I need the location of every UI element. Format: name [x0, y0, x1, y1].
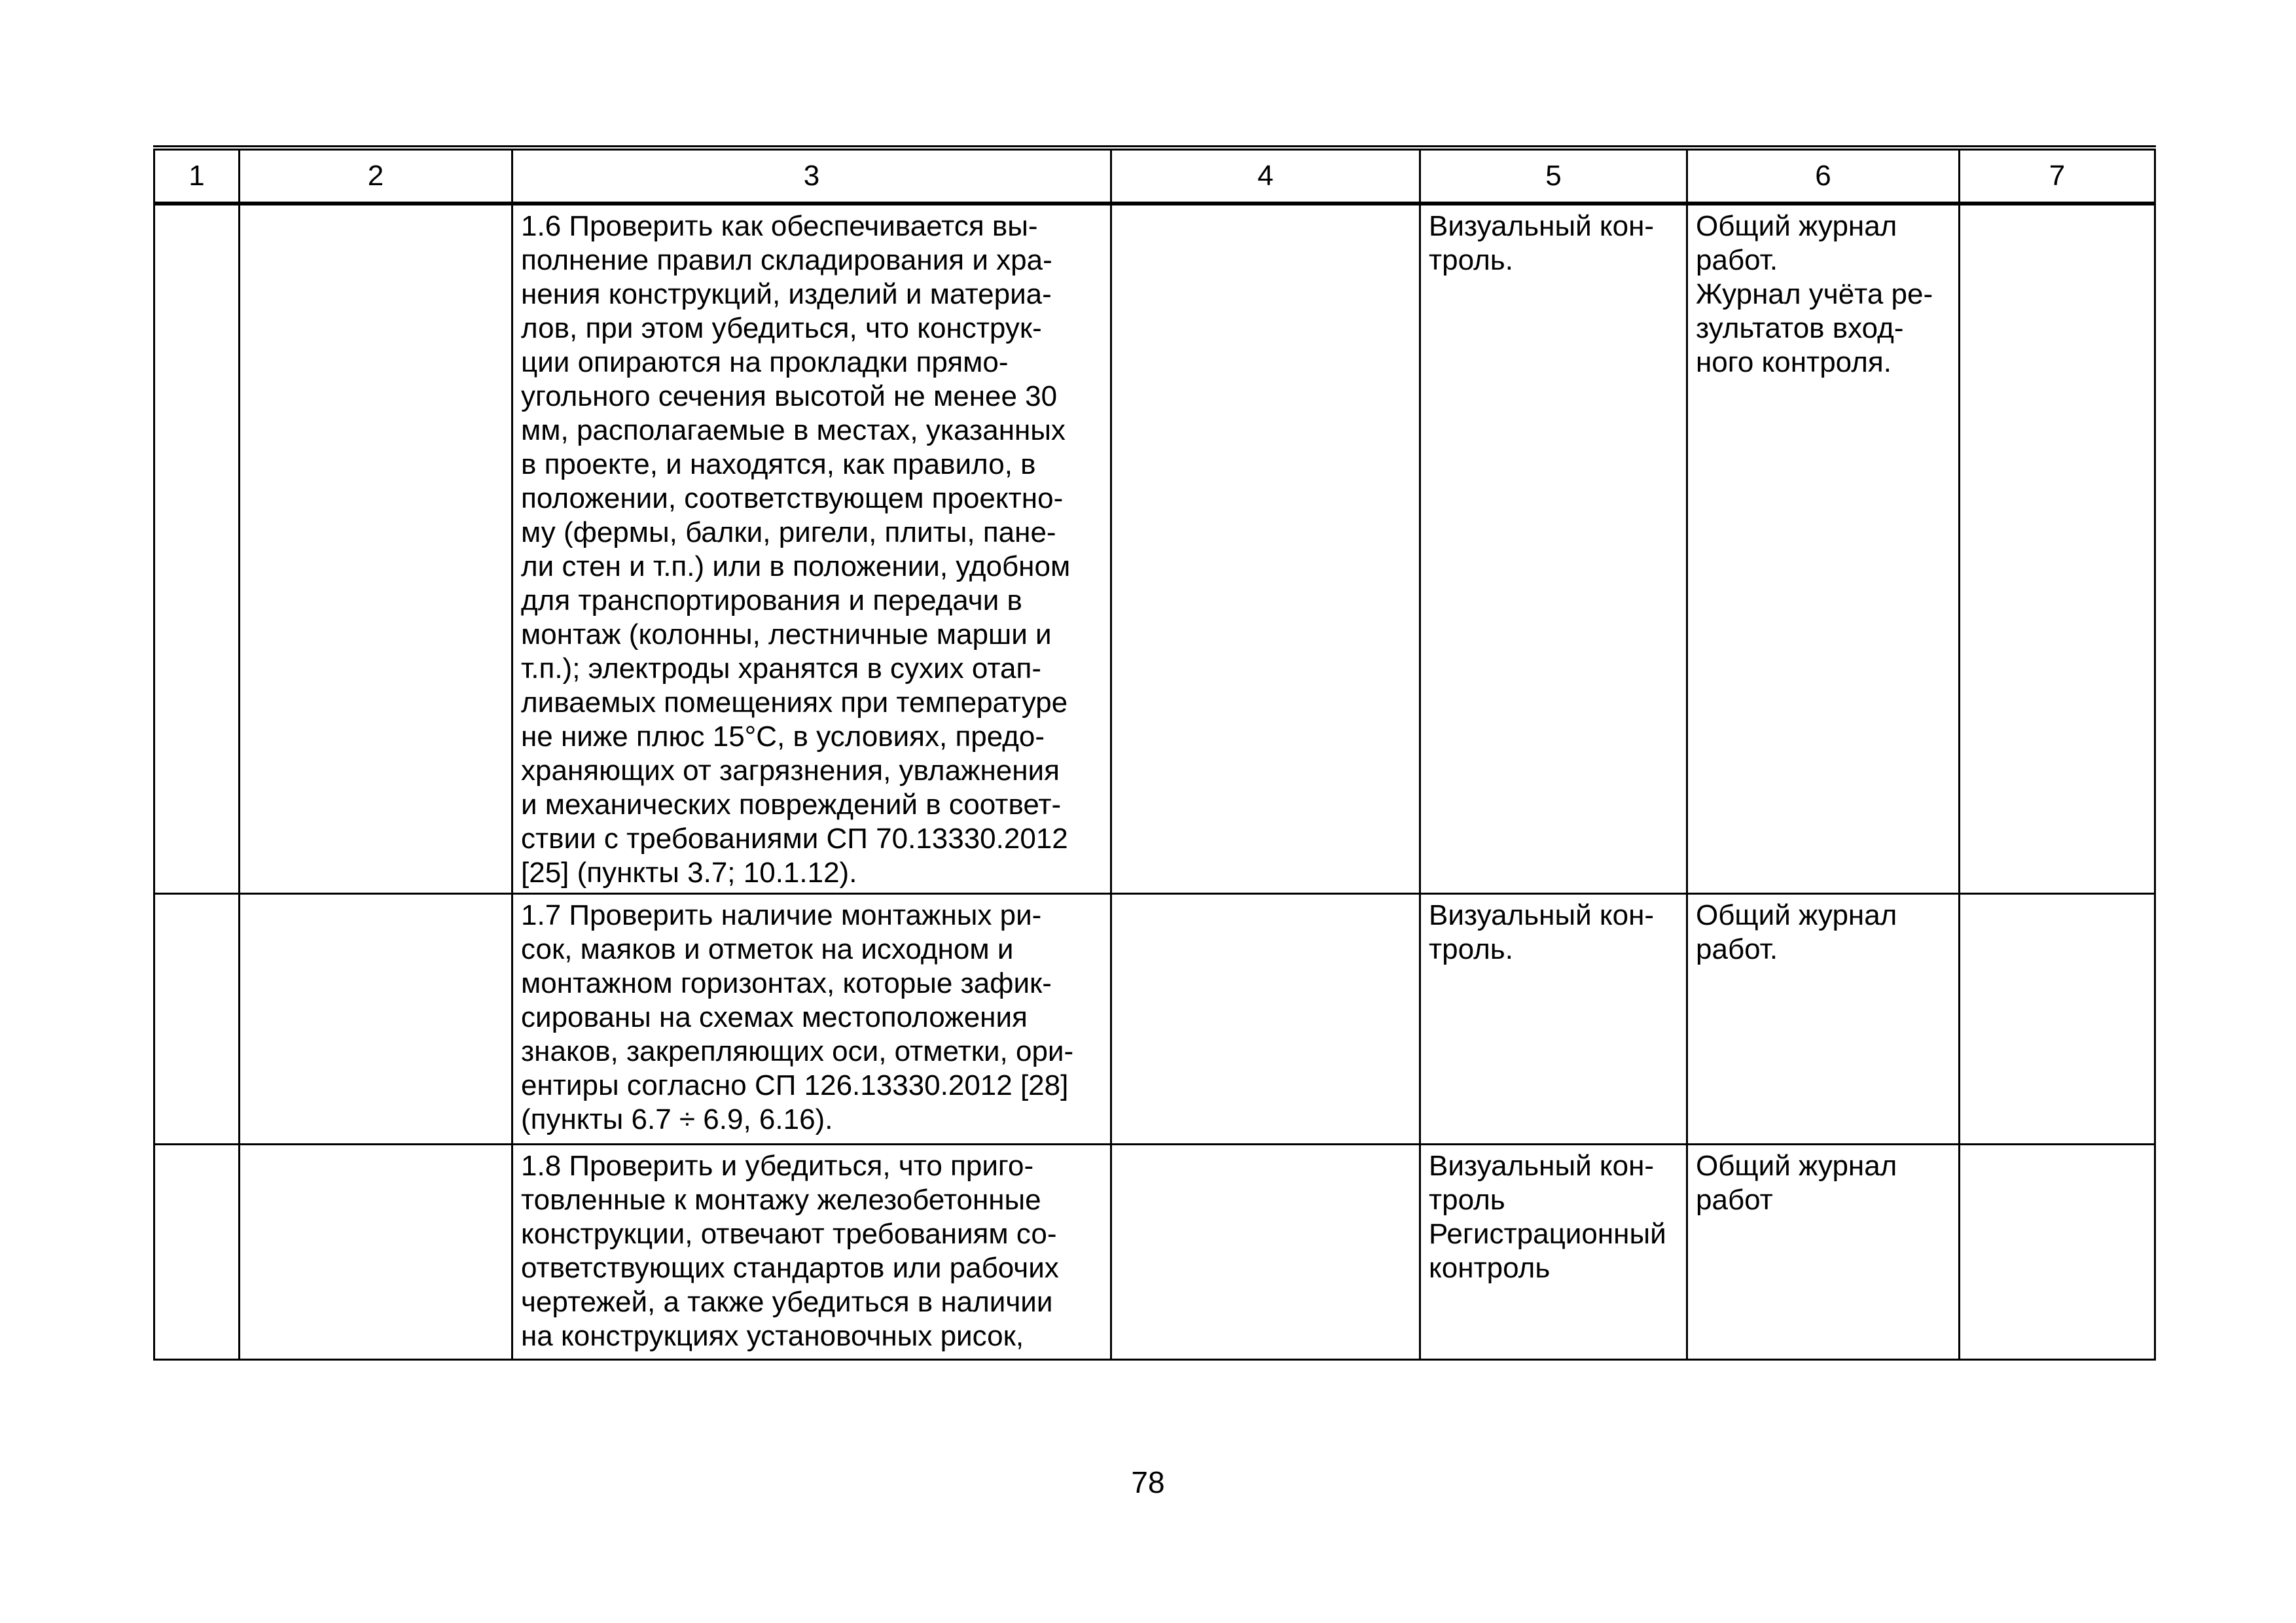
cell-document	[1687, 204, 1960, 894]
cell-col7	[1960, 1145, 2155, 1360]
cell-col7	[1960, 204, 2155, 894]
cell-col7	[1960, 894, 2155, 1145]
cell-col1	[154, 894, 240, 1145]
column-header-7: 7	[1960, 148, 2155, 204]
cell-control-method	[1420, 894, 1687, 1145]
cell-col1	[154, 204, 240, 894]
control-method-text: Визуальный кон- троль.	[1429, 210, 1655, 276]
cell-requirement	[512, 204, 1111, 894]
cell-control-method	[1420, 1145, 1687, 1360]
cell-col4	[1111, 204, 1420, 894]
table-row	[154, 894, 2155, 1145]
table-row	[154, 204, 2155, 894]
column-header-2: 2	[240, 148, 512, 204]
column-header-1: 1	[154, 148, 240, 204]
requirement-text: 1.6 Проверить как обеспечивается вы- полнение правил складирования и хра- нения конструкций, изделий и материа- лов, при этом убедиться, что конструк- ции опираются на прокладки прямо- угольного сечения высотой не менее 30 мм, располагаемые в местах, указанных в проекте, и находятся, как правило, в положении, соответствующем проектно- му (фермы, балки, ригели, плиты, пане- ли стен и т.п.) или в положении, удобном для транспортирования и передачи в монтаж (колонны, лестничные марши и т.п.); электроды хранятся в сухих отап- ливаемых помещениях при температуре не ниже плюс 15°С, в условиях, предо- храняющих от загрязнения, увлажнения и механических повреждений в соответ- ствии с требованиями СП 70.13330.2012 [25] (пункты 3.7; 10.1.12).	[521, 210, 1071, 889]
cell-requirement	[512, 1145, 1111, 1360]
cell-col4	[1111, 1145, 1420, 1360]
column-header-6: 6	[1687, 148, 1960, 204]
column-header-3: 3	[512, 148, 1111, 204]
table-row	[154, 1145, 2155, 1360]
cell-col2	[240, 204, 512, 894]
cell-col2	[240, 1145, 512, 1360]
column-header-4: 4	[1111, 148, 1420, 204]
table-header-row	[154, 148, 2155, 204]
requirement-text: 1.8 Проверить и убедиться, что приго- товленные к монтажу железобетонные конструкции, отвечают требованиям со- ответствующих стандартов или рабочих чертежей, а также убедиться в наличии на конструкциях установочных рисок,	[521, 1150, 1059, 1352]
cell-control-method	[1420, 204, 1687, 894]
document-text: Общий журнал работ	[1696, 1150, 1897, 1216]
control-method-text: Визуальный кон- троль Регистрационный контроль	[1429, 1150, 1666, 1284]
control-method-text: Визуальный кон- троль.	[1429, 899, 1655, 965]
cell-document	[1687, 1145, 1960, 1360]
document-text: Общий журнал работ.	[1696, 899, 1897, 965]
page-number: 78	[1131, 1465, 1165, 1499]
requirement-text: 1.7 Проверить наличие монтажных ри- сок, маяков и отметок на исходном и монтажном горизонтах, которые зафик- сированы на схемах местоположения знаков, закрепляющих оси, отметки, ори- ентиры согласно СП 126.13330.2012 [28] (пункты 6.7 ÷ 6.9, 6.16).	[521, 899, 1074, 1135]
cell-requirement	[512, 894, 1111, 1145]
cell-col1	[154, 1145, 240, 1360]
inspection-table	[153, 145, 2156, 1361]
document-text: Общий журнал работ. Журнал учёта ре- зультатов вход- ного контроля.	[1696, 210, 1933, 378]
cell-col2	[240, 894, 512, 1145]
column-header-5: 5	[1420, 148, 1687, 204]
cell-col4	[1111, 894, 1420, 1145]
cell-document	[1687, 894, 1960, 1145]
